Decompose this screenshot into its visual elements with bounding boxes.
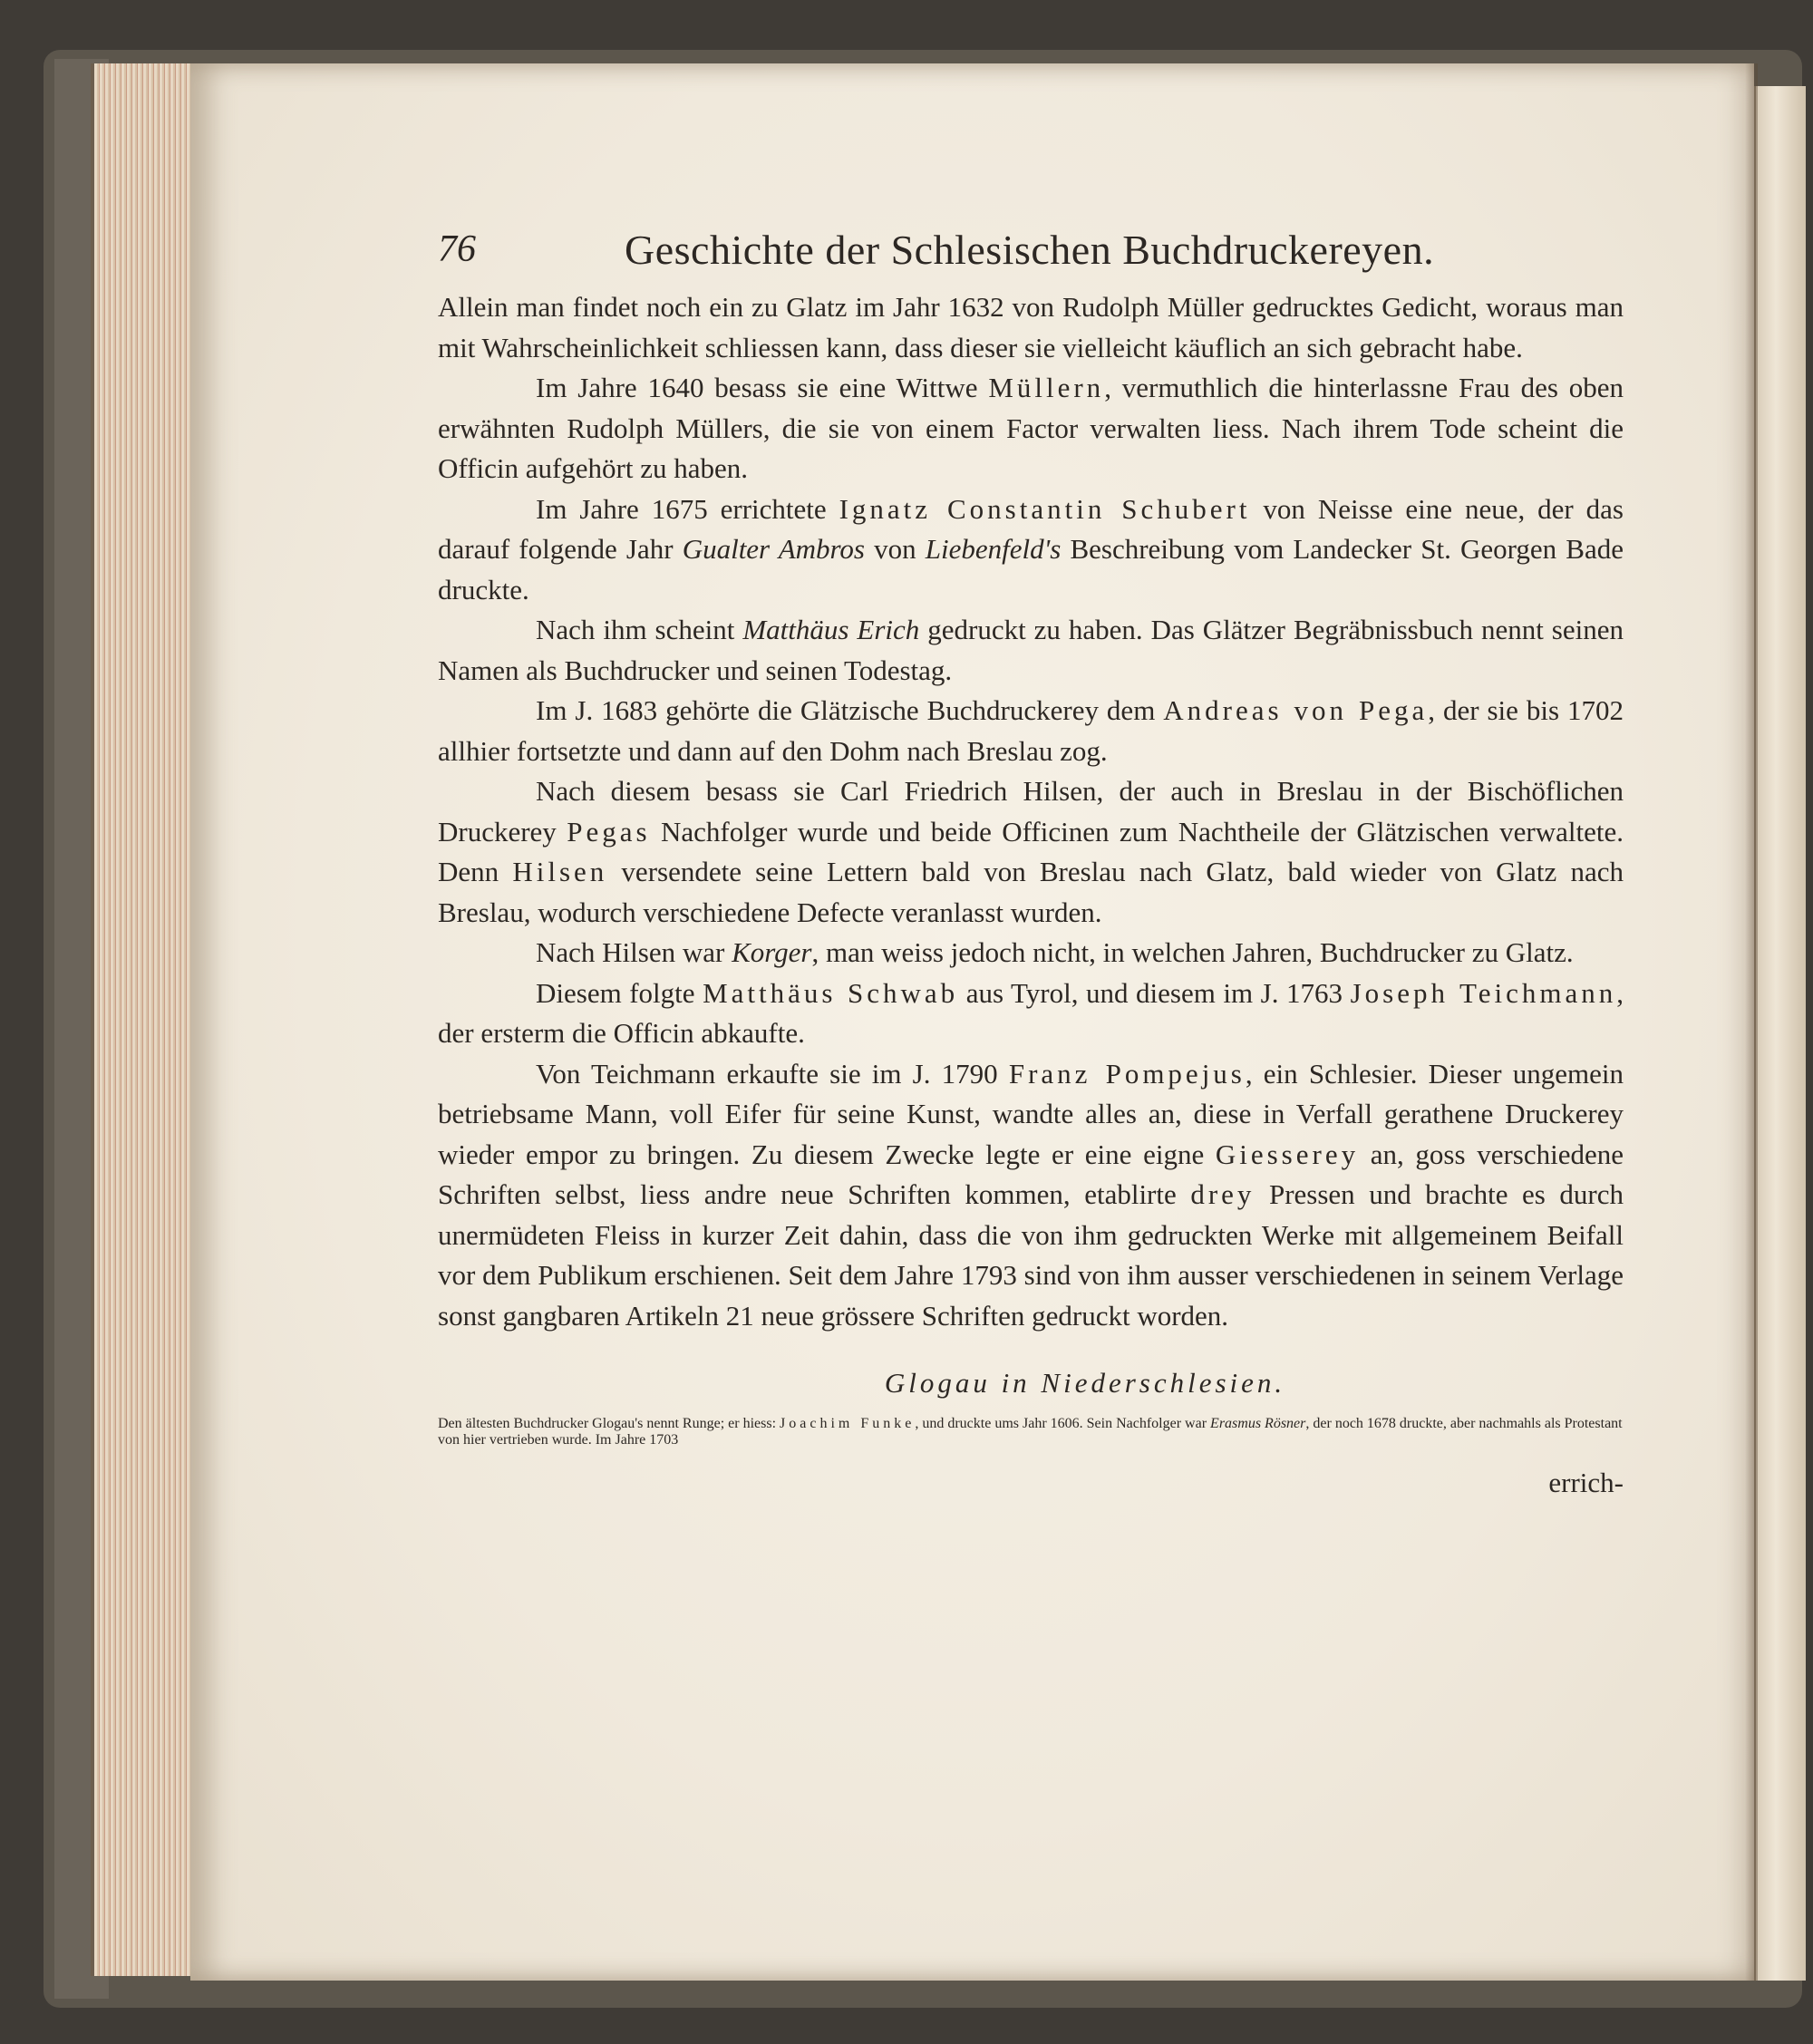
text-run: , der ersterm die Officin abkaufte. [438, 976, 1624, 1049]
paragraph [438, 1416, 1624, 1448]
paragraph [438, 1054, 1624, 1337]
section-body [438, 1416, 1624, 1448]
catchword: errich- [1548, 1467, 1624, 1498]
text-run: Nachfolger wurde und beide Officinen zum Nachtheile der Glätzischen verwaltete. Denn [438, 815, 1624, 887]
text-run: von Neisse eine neue, der das darauf folgende Jahr [438, 492, 1624, 565]
paragraph [438, 368, 1624, 489]
spaced-name: Giesserey [1215, 1138, 1360, 1170]
section-heading: Glogau in Niederschlesien. [884, 1367, 1286, 1399]
page-fore-edge [91, 63, 205, 1976]
text-run: , man weiss jedoch nicht, in welchen Jahren, Buchdrucker zu Glatz. [811, 936, 1574, 968]
italic-name: Gualter Ambros [682, 533, 865, 565]
paragraph [438, 974, 1624, 1054]
page-number: 76 [438, 228, 476, 270]
paragraph [438, 771, 1624, 933]
text-run: aus Tyrol, und diesem im J. 1763 [958, 976, 1351, 1009]
italic-name: Erasmus Rösner [1210, 1416, 1306, 1431]
italic-name: Matthäus Erich [742, 614, 920, 645]
paragraph [438, 610, 1624, 691]
spaced-name: Ignatz Constantin Schubert [839, 492, 1251, 525]
spaced-name: Andreas von Pega [1163, 694, 1429, 726]
text-run: Beschreibung vom Landecker St. Georgen Bade druckte. [438, 533, 1624, 605]
running-head [438, 222, 1624, 287]
text-run: von [865, 533, 926, 565]
italic-name: Liebenfeld's [925, 533, 1062, 565]
text-run: Allein man findet noch ein zu Glatz im Jahr 1632 von Rudolph Müller gedrucktes Gedicht, woraus man mit Wahrscheinlichkeit schliessen kann, dass dieser sie vielleicht käuflich an sich gebracht habe. [438, 291, 1624, 363]
spaced-name: Hilsen [512, 856, 608, 887]
text-run: Im Jahre 1675 errichtete [536, 492, 839, 525]
paragraph [438, 691, 1624, 771]
text-run: gedruckt zu haben. Das Glätzer Begräbnissbuch nennt seinen Namen als Buchdrucker und seinen Todestag. [438, 614, 1624, 686]
spaced-name: Pegas [567, 815, 651, 848]
spaced-name: Matthäus Schwab [703, 976, 959, 1009]
gutter-shadow [1745, 63, 1758, 1981]
text-run: , der sie bis 1702 allhier fortsetzte und dann auf den Dohm nach Breslau zog. [438, 694, 1624, 767]
paragraph [438, 933, 1624, 974]
text-run: , und druckte ums Jahr 1606. Sein Nachfolger war [915, 1416, 1211, 1431]
body-text [438, 287, 1624, 1336]
text-run: Nach diesem besass sie Carl Friedrich Hilsen, der auch in Breslau in der Bischöflichen Druckerey [438, 775, 1624, 848]
text-block [438, 222, 1624, 1504]
text-run: an, goss verschiedene Schriften selbst, liess andre neue Schriften kommen, etablirte [438, 1138, 1624, 1210]
text-run: , vermuthlich die hinterlassne Frau des oben erwähnten Rudolph Müllers, die sie von einem Factor verwalten liess. Nach ihrem Tode scheint die Officin aufgehört zu haben. [438, 372, 1624, 484]
text-run: Nach ihm scheint [536, 614, 743, 645]
text-run: Den ältesten Buchdrucker Glogau's nennt Runge; er hiess: [438, 1416, 780, 1431]
spaced-name: Joseph Teichmann [1350, 976, 1617, 1009]
text-run: Pressen und brachte es durch unermüdeten Fleiss in kurzer Zeit dahin, dass die von ihm gedruckten Werke mit allgemeinem Beifall vor dem Publikum erschienen. Seit dem Jahre 1793 sind von ihm ausser verschiedenen in seinem Verlage sonst gangbaren Artikeln 21 neue grössere Schriften gedruckt worden. [438, 1178, 1624, 1332]
spaced-name: Franz Pompejus [1008, 1057, 1246, 1090]
text-run: , der noch 1678 druckte, aber nachmahls als Protestant von hier vertrieben wurde. Im Jahre 1703 [438, 1416, 1623, 1448]
paragraph [438, 287, 1624, 368]
text-run: Im J. 1683 gehörte die Glätzische Buchdruckerey dem [536, 694, 1164, 726]
text-run: Von Teichmann erkaufte sie im J. 1790 [536, 1057, 1009, 1090]
running-title: Geschichte der Schlesischen Buchdruckereyen. [625, 227, 1435, 273]
text-run: Diesem folgte [536, 976, 703, 1009]
text-run: , ein Schlesier. Dieser ungemein betriebsame Mann, voll Eifer für seine Kunst, wandte alles an, diese in Verfall gerathene Druckerey wieder empor zu bringen. Zu diesem Zwecke legte er eine eigne [438, 1057, 1624, 1170]
text-run: Im Jahre 1640 besass sie eine Wittwe [536, 372, 989, 403]
next-page-edge [1754, 86, 1806, 1981]
spaced-name: drey [1190, 1178, 1256, 1210]
text-run: Nach Hilsen war [536, 936, 732, 968]
italic-name: Korger [732, 936, 812, 968]
paragraph [438, 489, 1624, 611]
text-run: versendete seine Lettern bald von Breslau nach Glatz, bald wieder von Glatz nach Breslau, wodurch verschiedene Defecte veranlasst wurden. [438, 856, 1624, 928]
spaced-name: Müllern [988, 372, 1105, 403]
spaced-name: Joachim Funke [780, 1416, 916, 1431]
